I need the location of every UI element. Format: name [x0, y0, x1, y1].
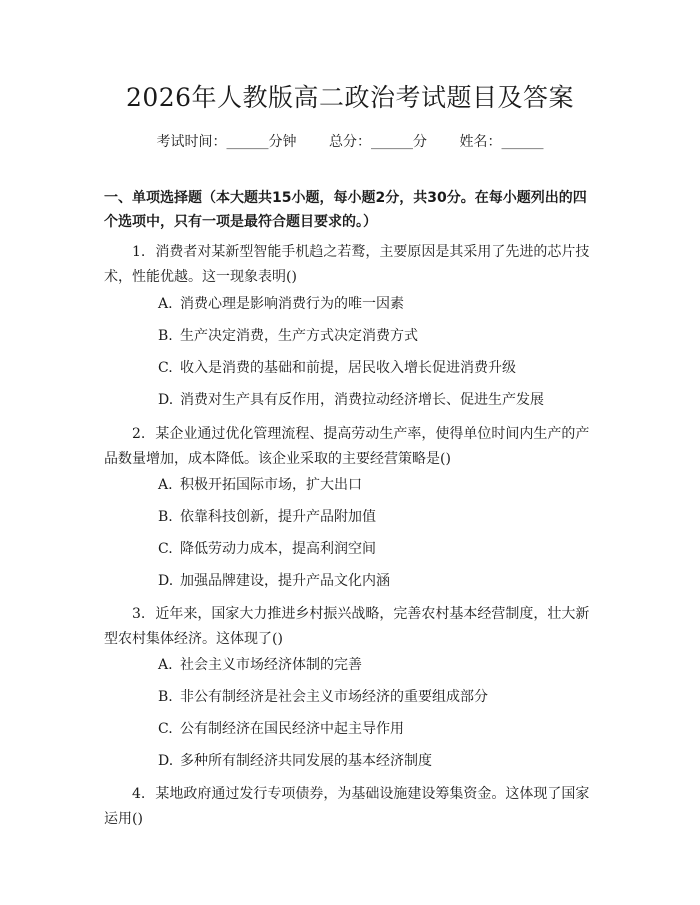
- option-letter: A.: [158, 657, 173, 673]
- page-title: 2026年人教版高二政治考试题目及答案: [125, 83, 575, 112]
- question-1-option-c: [158, 358, 598, 378]
- option-letter: C.: [158, 360, 173, 376]
- exam-info-line: [0, 132, 700, 152]
- option-letter: A.: [158, 477, 173, 493]
- option-text: 依靠科技创新，提升产品附加值: [180, 509, 376, 525]
- question-number: 2.: [132, 426, 146, 442]
- option-text: 生产决定消费，生产方式决定消费方式: [180, 328, 418, 344]
- option-letter: B.: [158, 689, 173, 705]
- question-3-option-c: [158, 719, 598, 739]
- question-2-option-c: [158, 539, 598, 559]
- section-header: 一、单项选择题（本大题共15小题，每小题2分，共30分。在每小题列出的四个选项中，只有一项是最符合题目要求的。）: [104, 190, 587, 230]
- option-text: 加强品牌建设，提升产品文化内涵: [180, 573, 390, 589]
- option-text: 非公有制经济是社会主义市场经济的重要组成部分: [180, 689, 488, 705]
- option-text: 社会主义市场经济体制的完善: [180, 657, 362, 673]
- exam-time-field: 考试时间：______分钟: [156, 134, 297, 150]
- question-number: 4.: [132, 786, 146, 802]
- option-letter: B.: [158, 509, 173, 525]
- question-2-option-b: [158, 507, 598, 527]
- question-3-option-a: [158, 655, 598, 675]
- question-1-option-a: [158, 294, 598, 314]
- question-stem: 近年来，国家大力推进乡村振兴战略，完善农村基本经营制度，壮大新型农村集体经济。这体现了(): [104, 606, 590, 647]
- option-text: 收入是消费的基础和前提，居民收入增长促进消费升级: [180, 360, 516, 376]
- option-letter: D.: [158, 753, 174, 769]
- question-2-option-d: [158, 571, 598, 591]
- question-1-option-d: [158, 390, 598, 410]
- option-text: 消费心理是影响消费行为的唯一因素: [180, 296, 404, 312]
- question-number: 1.: [132, 244, 146, 260]
- option-letter: B.: [158, 328, 173, 344]
- question-stem: 某企业通过优化管理流程、提高劳动生产率，使得单位时间内生产的产品数量增加，成本降低。该企业采取的主要经营策略是(): [104, 426, 590, 467]
- question-stem: 某地政府通过发行专项债券，为基础设施建设筹集资金。这体现了国家运用(): [104, 786, 590, 827]
- option-text: 多种所有制经济共同发展的基本经济制度: [180, 753, 432, 769]
- question-3-option-b: [158, 687, 598, 707]
- option-letter: C.: [158, 721, 173, 737]
- option-letter: A.: [158, 296, 173, 312]
- question-2-option-a: [158, 475, 598, 495]
- option-text: 降低劳动力成本，提高利润空间: [180, 541, 376, 557]
- option-text: 公有制经济在国民经济中起主导作用: [180, 721, 404, 737]
- option-letter: D.: [158, 573, 174, 589]
- question-1-option-b: [158, 326, 598, 346]
- question-3: [104, 602, 600, 652]
- student-name-field: 姓名：______: [459, 134, 544, 150]
- question-4: [104, 782, 600, 832]
- question-3-option-d: [158, 751, 598, 771]
- question-1: [104, 240, 600, 290]
- option-letter: D.: [158, 392, 174, 408]
- option-letter: C.: [158, 541, 173, 557]
- question-2: [104, 422, 600, 472]
- question-stem: 消费者对某新型智能手机趋之若鹜，主要原因是其采用了先进的芯片技术，性能优越。这一现象表明(): [104, 244, 590, 285]
- option-text: 消费对生产具有反作用，消费拉动经济增长、促进生产发展: [180, 392, 544, 408]
- option-text: 积极开拓国际市场，扩大出口: [180, 477, 362, 493]
- total-score-field: 总分：______分: [329, 134, 427, 150]
- question-number: 3.: [132, 606, 146, 622]
